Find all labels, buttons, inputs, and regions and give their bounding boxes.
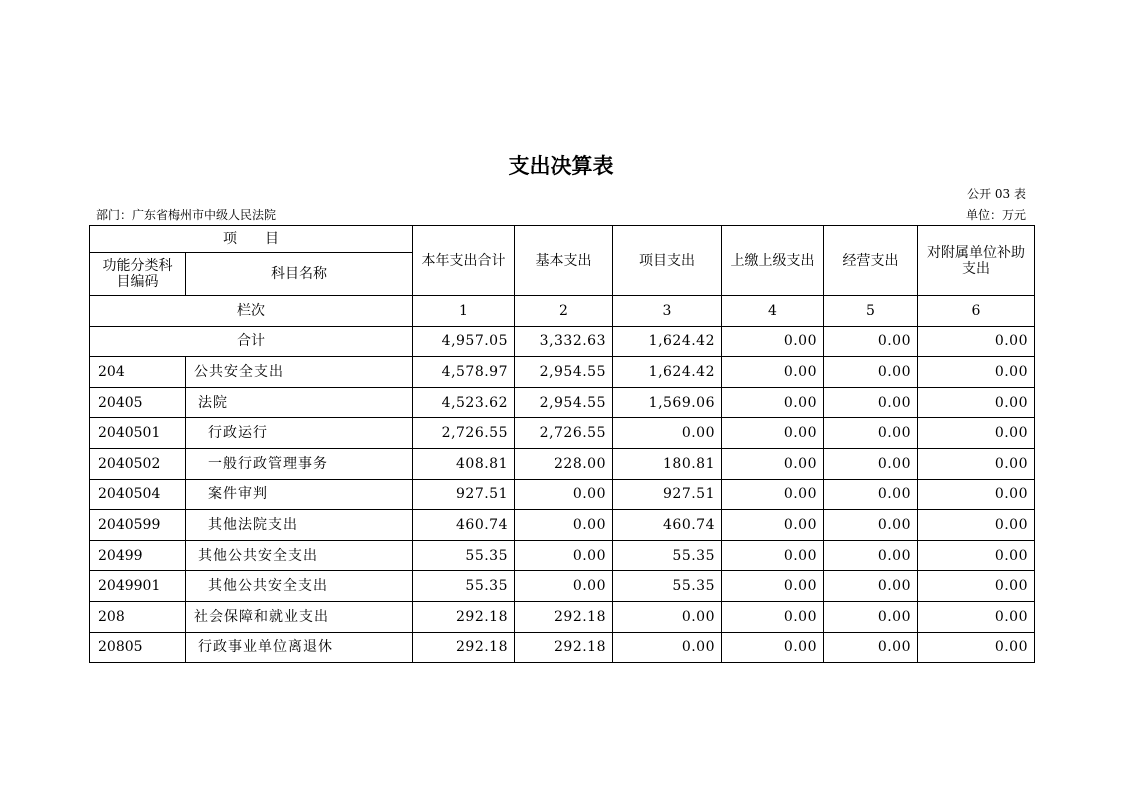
row-value: 0.00: [722, 387, 824, 418]
row-value: 0.00: [918, 632, 1035, 663]
row-name: 社会保障和就业支出: [186, 601, 413, 632]
row-value: 927.51: [613, 479, 722, 510]
row-value: 0.00: [824, 357, 918, 388]
row-value: 0.00: [824, 601, 918, 632]
row-value: 0.00: [918, 418, 1035, 449]
column-number-row: [90, 296, 1035, 327]
column-number: 4: [722, 296, 824, 327]
row-value: 180.81: [613, 448, 722, 479]
row-value: 0.00: [722, 601, 824, 632]
header-item: 项 目: [90, 226, 413, 253]
row-value: 0.00: [824, 510, 918, 541]
row-name: 法院: [186, 387, 413, 418]
row-value: 0.00: [722, 571, 824, 602]
row-value: 4,578.97: [413, 357, 515, 388]
row-code: 2040504: [90, 479, 186, 510]
row-name: 公共安全支出: [186, 357, 413, 388]
column-number: 1: [413, 296, 515, 327]
row-value: 0.00: [824, 418, 918, 449]
row-value: 1,624.42: [613, 357, 722, 388]
row-value: 0.00: [824, 632, 918, 663]
expenditure-table: [89, 225, 1035, 663]
table-row: [90, 601, 1035, 632]
row-name: 行政运行: [186, 418, 413, 449]
table-row: [90, 632, 1035, 663]
row-code: 2040599: [90, 510, 186, 541]
row-value: 0.00: [613, 632, 722, 663]
summary-row: [90, 326, 1035, 357]
summary-value: 0.00: [824, 326, 918, 357]
column-number: 5: [824, 296, 918, 327]
header-project: 项目支出: [613, 226, 722, 296]
row-value: 292.18: [413, 632, 515, 663]
row-value: 0.00: [918, 357, 1035, 388]
row-value: 408.81: [413, 448, 515, 479]
row-value: 0.00: [918, 601, 1035, 632]
row-value: 0.00: [722, 357, 824, 388]
row-value: 0.00: [722, 448, 824, 479]
row-value: 0.00: [918, 448, 1035, 479]
table-row: [90, 479, 1035, 510]
row-code: 2049901: [90, 571, 186, 602]
row-value: 0.00: [515, 540, 613, 571]
summary-label: 合计: [90, 326, 413, 357]
table-row: [90, 510, 1035, 541]
row-name: 其他法院支出: [186, 510, 413, 541]
row-value: 0.00: [918, 510, 1035, 541]
department-label: 部门：广东省梅州市中级人民法院: [96, 208, 277, 222]
summary-value: 3,332.63: [515, 326, 613, 357]
header-name: 科目名称: [186, 253, 413, 296]
row-value: 0.00: [918, 387, 1035, 418]
unit-label: 单位：万元: [965, 208, 1026, 222]
row-value: 0.00: [722, 418, 824, 449]
row-value: 0.00: [918, 540, 1035, 571]
column-number: 3: [613, 296, 722, 327]
row-value: 0.00: [918, 479, 1035, 510]
row-value: 292.18: [515, 601, 613, 632]
row-value: 460.74: [413, 510, 515, 541]
row-name: 案件审判: [186, 479, 413, 510]
row-value: 0.00: [824, 479, 918, 510]
row-value: 0.00: [613, 418, 722, 449]
row-value: 927.51: [413, 479, 515, 510]
table-row: [90, 571, 1035, 602]
row-value: 0.00: [824, 448, 918, 479]
row-value: 0.00: [824, 387, 918, 418]
form-number: 公开 03 表: [967, 187, 1026, 201]
row-value: 292.18: [515, 632, 613, 663]
row-value: 0.00: [613, 601, 722, 632]
row-value: 0.00: [918, 571, 1035, 602]
row-value: 0.00: [515, 510, 613, 541]
column-row-label: 栏次: [90, 296, 413, 327]
row-name: 其他公共安全支出: [186, 571, 413, 602]
row-value: 292.18: [413, 601, 515, 632]
header-subsidy: 对附属单位补助支出: [918, 226, 1035, 296]
row-code: 2040502: [90, 448, 186, 479]
row-code: 20805: [90, 632, 186, 663]
row-value: 228.00: [515, 448, 613, 479]
header-business: 经营支出: [824, 226, 918, 296]
row-value: 2,954.55: [515, 387, 613, 418]
row-value: 0.00: [722, 510, 824, 541]
row-value: 1,569.06: [613, 387, 722, 418]
table-row: [90, 418, 1035, 449]
column-number: 6: [918, 296, 1035, 327]
row-name: 一般行政管理事务: [186, 448, 413, 479]
row-value: 0.00: [824, 540, 918, 571]
row-value: 55.35: [613, 571, 722, 602]
row-code: 20499: [90, 540, 186, 571]
row-code: 208: [90, 601, 186, 632]
row-value: 0.00: [722, 632, 824, 663]
row-value: 55.35: [413, 540, 515, 571]
row-value: 55.35: [413, 571, 515, 602]
row-value: 2,726.55: [413, 418, 515, 449]
header-code: 功能分类科目编码: [90, 253, 186, 296]
row-value: 0.00: [515, 571, 613, 602]
table-row: [90, 540, 1035, 571]
row-value: 0.00: [722, 479, 824, 510]
summary-value: 0.00: [918, 326, 1035, 357]
table-row: [90, 357, 1035, 388]
table-row: [90, 387, 1035, 418]
row-value: 460.74: [613, 510, 722, 541]
row-value: 4,523.62: [413, 387, 515, 418]
row-value: 0.00: [515, 479, 613, 510]
row-code: 20405: [90, 387, 186, 418]
row-name: 行政事业单位离退休: [186, 632, 413, 663]
header-total: 本年支出合计: [413, 226, 515, 296]
table-row: [90, 448, 1035, 479]
row-code: 2040501: [90, 418, 186, 449]
summary-value: 4,957.05: [413, 326, 515, 357]
summary-value: 0.00: [722, 326, 824, 357]
column-number: 2: [515, 296, 613, 327]
row-value: 55.35: [613, 540, 722, 571]
row-name: 其他公共安全支出: [186, 540, 413, 571]
row-code: 204: [90, 357, 186, 388]
summary-value: 1,624.42: [613, 326, 722, 357]
row-value: 2,726.55: [515, 418, 613, 449]
row-value: 0.00: [722, 540, 824, 571]
row-value: 0.00: [824, 571, 918, 602]
header-remit: 上缴上级支出: [722, 226, 824, 296]
page-title: 支出决算表: [508, 154, 614, 178]
row-value: 2,954.55: [515, 357, 613, 388]
header-basic: 基本支出: [515, 226, 613, 296]
